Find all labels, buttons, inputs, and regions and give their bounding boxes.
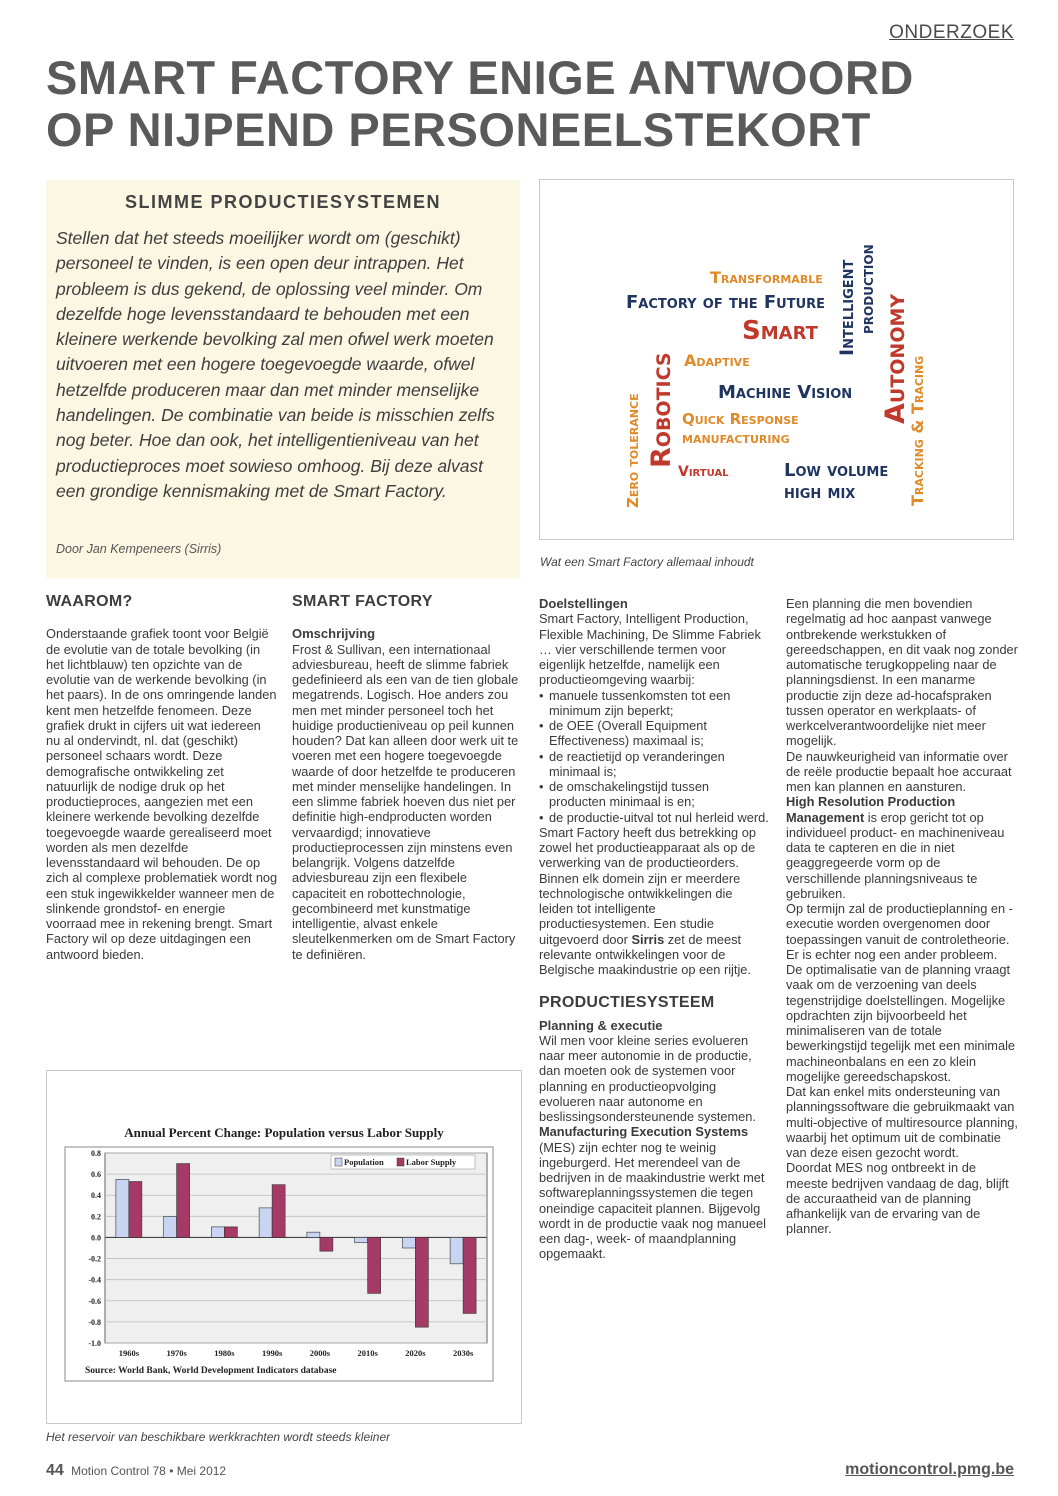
text-domein	[539, 871, 769, 978]
word-smart: Smart	[742, 316, 818, 346]
y-tick-label: 0.4	[91, 1191, 101, 1201]
list-item: • de productie-uitval tot nul herleid werd.	[539, 810, 769, 825]
text-mes-ontbreekt: Doordat MES nog ontbreekt in de meeste bedrijven vandaag de dag, blijft de accuraatheid van de planning afhankelijk van de ervaring van de planner.	[786, 1160, 1009, 1237]
y-tick-label: -1.0	[88, 1339, 101, 1348]
bar-population	[450, 1237, 463, 1263]
legend-label: Population	[344, 1157, 384, 1167]
title-line-1: SMART FACTORY ENIGE ANTWOORD	[46, 51, 914, 104]
word-intelligent: Intelligent	[836, 259, 858, 356]
word-autonomy: Autonomy	[880, 293, 911, 424]
subheading-planning: Planning & executie	[539, 1017, 663, 1033]
x-tick-label: 2010s	[357, 1348, 378, 1358]
legend-swatch	[335, 1158, 342, 1166]
magazine-info: Motion Control 78 • Mei 2012	[71, 1464, 227, 1478]
word-robotics: Robotics	[646, 352, 677, 468]
legend-swatch	[397, 1158, 404, 1166]
text-termijn: Op termijn zal de productieplanning en -executie worden overgenomen door toepassingen vanuit de controletheorie.	[786, 901, 1013, 947]
text-mes-rest: (MES) zijn echter nog te weinig ingeburgerd. Het merendeel van de bedrijven in de maakindustrie werkt met softwareplanningssystemen die tegen oneindige capaciteit plannen. Bijgevolg wordt in de productie vaak nog manueel een dag-, week- of maandplanning opgemaakt.	[539, 1139, 766, 1262]
text-betrekking: Smart Factory heeft dus betrekking op zowel het productieapparaat als op de verwerking van de productieorders.	[539, 824, 756, 871]
text-smart-factory: Frost & Sullivan, een internationaal adviesbureau, heeft de slimme fabriek gedefinieerd als een van de tien globale megatrends. Logisch. Hoe anders zou men met minder personeel toch het huidige productieniveau op peil kunnen houden? Dat kan alleen door werk uit te voeren met een hogere toegevoegde waarde of door hetzelfde te produceren met minder menselijke handelingen. In een slimme fabriek hoeven dus niet per definitie high-endproducten worden vervaardigd; innovatieve productieprocessen zijn minstens even belangrijk. Volgens datzelfde adviesbureau zijn een flexibele capaciteit en robottechnologie, gecombineerd met kunstmatige intelligentie, alvast enkele sleutelkenmerken om de Smart Factory te definiëren.	[292, 641, 519, 962]
bar-labor-supply	[177, 1164, 190, 1238]
bar-population	[211, 1227, 224, 1238]
word-virtual: Virtual	[678, 464, 729, 480]
text-domein-a: Binnen elk domein zijn er meerdere technologische ontwikkelingen die leiden tot intelligente productiesystemen. Een studie uitgevoerd door	[539, 870, 741, 947]
wordcloud	[610, 202, 950, 524]
text-doelstellingen: Smart Factory, Intelligent Production, Flexible Machining, De Slimme Fabriek … vier verschillende termen voor eigenlijk hetzelfde, namelijk een productieomgeving waarbij:	[539, 611, 761, 688]
figure-caption: Wat een Smart Factory allemaal inhoudt	[540, 555, 754, 569]
list-item: • de OEE (Overall Equipment Effectiveness) maximaal is;	[539, 718, 769, 749]
word-production: production	[858, 244, 878, 334]
bar-population	[402, 1237, 415, 1248]
legend-label: Labor Supply	[406, 1157, 457, 1167]
text-planning-aanpast: Een planning die men bovendien regelmatig ad hoc aanpast vanwege ontbrekende werkstukken of gereedschappen, en dit vaak nog zonder automatische terugkoppeling naar de planningsdienst. In een manarme productie zijn deze ad-hocafspraken tussen operator en werkplaats- of werkcelverantwoordelijke niet meer mogelijk.	[786, 596, 1018, 749]
chart-source: Source: World Bank, World Development Indicators database	[85, 1366, 337, 1376]
x-tick-label: 2030s	[452, 1348, 474, 1358]
y-tick-label: 0.8	[91, 1149, 101, 1158]
bar-population	[307, 1232, 320, 1237]
word-manufacturing: manufacturing	[682, 429, 790, 447]
text-hrpm-bold: High Resolution Production Management	[786, 794, 956, 825]
chart-caption: Het reservoir van beschikbare werkkrachten wordt steeds kleiner	[46, 1430, 391, 1444]
y-tick-label: -0.8	[88, 1317, 101, 1327]
word-quick-response: Quick Response	[682, 410, 799, 428]
x-tick-label: 1980s	[214, 1348, 235, 1358]
intro-text: Stellen dat het steeds moeilijker wordt om (geschikt) personeel te vinden, is een open deur intrappen. Het probleem is dus gekend, de oplossing veel minder. Om dezelfde hoge levensstandaard te behouden met een kleinere werkende bevolking zal men ofwel werk moeten uitvoeren met een hogere toegevoegde waarde, ofwel hetzelfde produceren maar dan met minder menselijke handelingen. De combinatie van beide is misschien zelfs nog beter. Hoe dan ook, het intelligentieniveau van het productieproces moet sowieso omhoog. Bij deze alvast een grondige kennismaking met de Smart Factory.	[56, 228, 495, 501]
word-adaptive: Adaptive	[684, 351, 750, 370]
column-planning	[786, 596, 1018, 1237]
word-factory: Factory of the Future	[626, 292, 826, 313]
text-optimalisatie: De optimalisatie van de planning vraagt vaak om de verzoening van deels tegenstrijdige doelstellingen. Mogelijke opdrachten zijn bijvoorbeeld het minimaliseren van de totale bewerkingstijd tegelijk met een minimale machineonbalans en een zo klein mogelijke gereedschapskost.	[786, 962, 1016, 1084]
footer-url[interactable]: motioncontrol.pmg.be	[845, 1461, 1014, 1478]
bar-population	[116, 1179, 129, 1237]
text-nauwkeurigheid: De nauwkeurigheid van informatie over de reële productie bepaalt hoe accuraat men kan plannen en aansturen.	[786, 748, 1012, 794]
heading-productiesysteem: PRODUCTIESYSTEEM	[539, 994, 715, 1012]
column-doelstellingen	[539, 596, 769, 1262]
bar-labor-supply	[272, 1185, 285, 1238]
y-tick-label: -0.6	[88, 1296, 101, 1306]
column-smart-factory	[292, 594, 522, 962]
page-title	[46, 52, 946, 156]
word-zero-tolerance: Zero tolerance	[624, 393, 642, 508]
text-sirris: Sirris	[631, 931, 665, 947]
footer-left	[46, 1462, 226, 1480]
text-hrpm-rest: is erop gericht tot op individueel product- en machineniveau data te capteren en die in niet geaggregeerde vorm op de verschillende planningsniveaus te gebruiken.	[786, 809, 1005, 901]
chart-title: Annual Percent Change: Population versus Labor Supply	[124, 1125, 444, 1140]
bar-labor-supply	[129, 1182, 142, 1238]
text-mes-bold: Manufacturing Execution Systems	[539, 1124, 749, 1140]
x-tick-label: 2000s	[309, 1348, 331, 1358]
y-tick-label: 0.6	[91, 1170, 101, 1180]
bar-labor-supply	[415, 1237, 428, 1327]
word-high-mix: high mix	[784, 482, 856, 503]
wordcloud-figure	[539, 179, 1014, 540]
word-transformable: Transformable	[710, 268, 823, 287]
subheading-omschrijving: Omschrijving	[292, 626, 376, 642]
list-item: • manuele tussenkomsten tot een minimum zijn beperkt;	[539, 688, 769, 719]
bar-labor-supply	[463, 1237, 476, 1313]
word-machine-vision: Machine Vision	[718, 382, 853, 403]
x-tick-label: 1990s	[261, 1348, 283, 1358]
page-number: 44	[46, 1462, 64, 1479]
x-tick-label: 2020s	[405, 1348, 426, 1358]
column-waarom	[46, 594, 278, 962]
list-item: • de omschakelingstijd tussen producten minimaal is en;	[539, 779, 769, 810]
bar-labor-supply	[368, 1237, 381, 1293]
title-line-2: OP NIJPEND PERSONEELSTEKORT	[46, 103, 871, 156]
bar-population	[259, 1208, 272, 1238]
text-probleem: Er is echter nog een ander probleem.	[786, 946, 998, 962]
text-mes	[539, 1124, 769, 1261]
bar-labor-supply	[320, 1237, 333, 1251]
text-waarom: Onderstaande grafiek toont voor België de evolutie van de totale bevolking (in het lichtblauw) ten opzichte van de evolutie van de werkende bevolking (in het paars). In de ons omringende landen kent men hetzelfde fenomeen. Deze grafiek drukt in cijfers uit wat iedereen nu al ondervindt, nl. dat (geschikt) personeel schaars wordt. Deze demografische ontwikkeling zet natuurlijk de nodige druk op het productieproces, aangezien met een kleinere werkende bevolking dezelfde toegevoegde waarde gerealiseerd moet worden als men dezelfde levensstandaard wil behouden. De op zich al complexe problematiek wordt nog een stuk ingewikkelder wanneer men de slinkende grondstof- en energie voorraad mee in rekening brengt. Smart Factory wil op deze uitdagingen een antwoord bieden.	[46, 626, 278, 962]
x-tick-label: 1960s	[118, 1348, 140, 1358]
plot-area	[105, 1153, 487, 1343]
heading-waarom: WAAROM?	[46, 593, 133, 610]
intro-box	[46, 180, 520, 578]
text-hrpm	[786, 794, 1018, 901]
text-ondersteuning: Dat kan enkel mits ondersteuning van planningssoftware die gebruikmaakt van multi-objective of multiresource planning, waarbij het optimum uit de combinatie van deze eisen gezocht wordt.	[786, 1084, 1018, 1160]
y-tick-label: -0.2	[88, 1254, 101, 1264]
text-domein-b: zet de meest relevante ontwikkelingen voor de Belgische maakindustrie op een rijtje.	[539, 931, 751, 977]
bar-labor-supply	[224, 1227, 237, 1238]
y-tick-label: 0.2	[91, 1212, 101, 1222]
heading-smart-factory: SMART FACTORY	[292, 593, 433, 610]
y-tick-label: 0.0	[91, 1233, 101, 1243]
bullet-list	[539, 688, 769, 825]
bar-population	[164, 1216, 177, 1237]
word-tracking: Tracking & Tracing	[908, 355, 927, 506]
text-planning: Wil men voor kleine series evolueren naar meer autonomie in de productie, dan moeten ook de systemen voor planning en productieopvolging evolueren naar autonome en beslissingsondersteunende systemen.	[539, 1032, 756, 1124]
x-tick-label: 1970s	[166, 1348, 187, 1358]
bar-population	[355, 1237, 368, 1242]
word-low-volume: Low volume	[784, 460, 889, 481]
section-tag: ONDERZOEK	[889, 22, 1014, 43]
intro-heading: SLIMME PRODUCTIESYSTEMEN	[124, 192, 442, 212]
list-item: • de reactietijd op veranderingen minimaal is;	[539, 749, 769, 780]
chart-box	[46, 1070, 522, 1424]
y-tick-label: -0.4	[88, 1275, 101, 1285]
bar-chart	[47, 1071, 521, 1423]
subheading-doelstellingen: Doelstellingen	[539, 596, 628, 611]
byline: Door Jan Kempeneers (Sirris)	[56, 542, 222, 556]
